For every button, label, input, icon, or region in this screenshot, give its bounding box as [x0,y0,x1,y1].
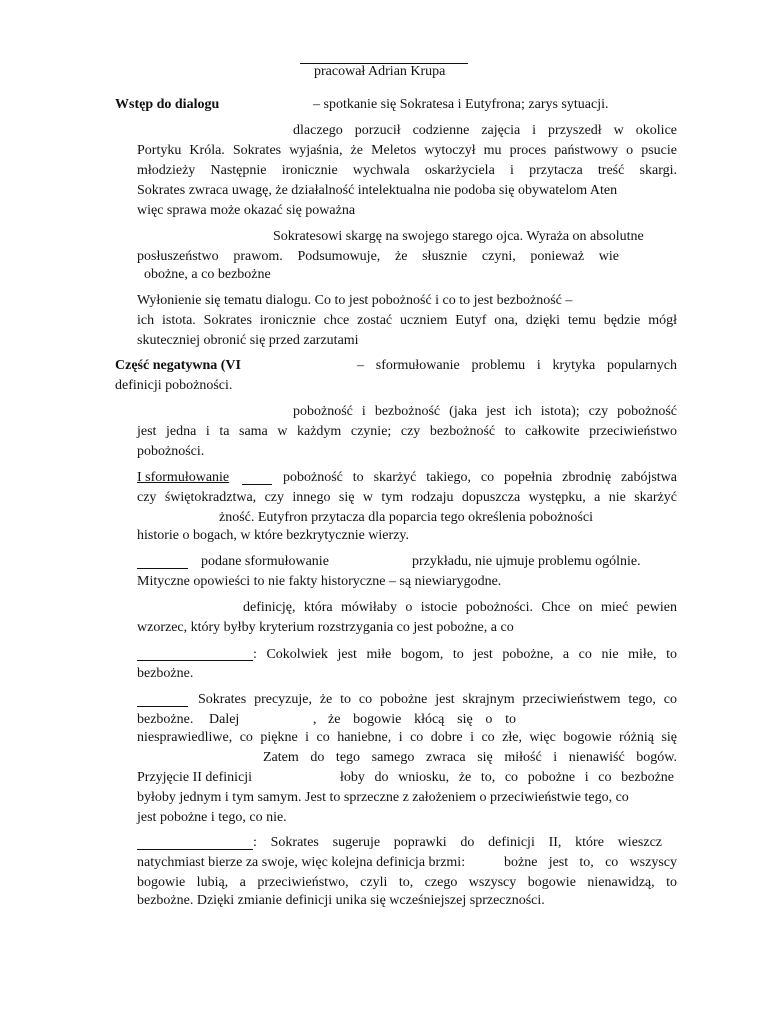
text-line: bożne jest to, co wszyscy [504,855,677,870]
author-line: pracował Adrian Krupa [314,64,446,79]
text-line: że bogowie kłócą się o to [328,712,516,727]
text-line: Wyłonienie się tematu dialogu. Co to jest pobożność i co to jest bezbożność – [137,293,573,308]
text-line: przykładu, nie ujmuje problemu ogólnie. [412,554,641,569]
definition-1-label: I sformułowanie [137,470,230,485]
text-line: bezbożne. [137,712,194,727]
text-line: , [313,712,317,727]
blank-line [242,484,272,485]
text-line: Mityczne opowieści to nie fakty historyczne – są niewiarygodne. [137,574,502,589]
text-line: czy świętokradztwa, czy innego się w tym rodzaju dopuszcza występku, a nie skarżyć [137,490,677,505]
text-line: Sokrates zwraca uwagę, że działalność intelektualna nie podoba się obywatelom Aten [137,183,618,198]
text-line: niesprawiedliwe, co piękne i co haniebne, i co dobre i co złe, więc bogowie różnią się [137,730,677,745]
text-line: posłuszeństwo prawom. Podsumowuje, że słusznie czyni, ponieważ wie [137,249,619,264]
section-heading-negative-desc: – sformułowanie problemu i krytyka popularnych [357,358,677,373]
section-heading-intro-desc: – spotkanie się Sokratesa i Eutyfrona; zarys sytuacji. [313,97,609,112]
text-line: bezbożne. Dzięki zmianie definicji unika się wcześniejszej sprzeczności. [137,893,545,908]
text-line: Sokrates precyzuje, że to co pobożne jest skrajnym przeciwieństwem tego, co [198,692,677,707]
text-line: pobożność to skarżyć takiego, co popełnia zbrodnię zabójstwa [283,470,677,485]
text-line: bogowie lubią, a przeciwieństwo, czyli to, czego wszyscy bogowie nienawidzą, to [137,875,677,890]
text-line: Portyku Króla. Sokrates wyjaśnia, że Meletos wytoczył mu proces państwowy o psucie [137,143,677,158]
text-line: jest jedna i ta sama w każdym czynie; czy bezbożność to całkowite przeciwieństwo [137,424,677,439]
section-heading-negative-line2: definicji pobożności. [115,378,233,393]
section-heading-intro: Wstęp do dialogu [115,97,220,112]
blank-line [137,706,188,707]
text-line: podane sformułowanie [201,554,329,569]
text-line: Sokratesowi skargę na swojego starego ojca. Wyraża on absolutne [273,229,644,244]
text-line: żność. Eutyfron przytacza dla poparcia tego określenia pobożności [219,510,593,525]
text-line: więc sprawa może okazać się poważna [137,203,356,218]
blank-line [137,849,253,850]
text-line: Zatem do tego samego zwraca się miłość i nienawiść bogów. [263,750,677,765]
text-line: młodzieży Następnie ironicznie wychwala oskarżyciela i przytacza treść skargi. [137,163,677,178]
text-line: : Cokolwiek jest miłe bogom, to jest pobożne, a co nie miłe, to [253,647,677,662]
text-line: obożne, a co bezbożne [144,267,271,282]
text-line: łoby do wniosku, że to, co pobożne i co bezbożne [340,770,674,785]
text-line: pobożności. [137,444,205,459]
text-line: historie o bogach, w które bezkrytycznie wierzy. [137,528,409,543]
text-line: ich istota. Sokrates ironicznie chce zostać uczniem Eutyf ona, dzięki temu będzie mógł [137,313,677,328]
text-line: definicję, która mówiłaby o istocie pobożności. Chce on mieć pewien [243,600,677,615]
text-line: byłoby jednym i tym samym. Jest to sprzeczne z założeniem o przeciwieństwie tego, co [137,790,629,805]
blank-line [137,660,253,661]
text-line: Dalej [209,712,240,727]
section-heading-negative: Część negatywna (VI [115,358,241,373]
text-line: Przyjęcie II definicji [137,770,253,785]
text-line: jest pobożne i tego, co nie. [137,810,287,825]
text-line: wzorzec, który byłby kryterium rozstrzygania co jest pobożne, a co [137,620,514,635]
text-line: : Sokrates sugeruje poprawki do definicji II, które wieszcz [253,835,662,850]
text-line: bezbożne. [137,666,194,681]
text-line: pobożność i bezbożność (jaka jest ich istota); czy pobożność [293,404,677,419]
text-line: natychmiast bierze za swoje, więc kolejna definicja brzmi: [137,855,466,870]
text-line: skuteczniej obronić się przed zarzutami [137,333,359,348]
blank-line [137,568,188,569]
text-line: dlaczego porzucił codzienne zajęcia i przyszedł w okolice [293,123,677,138]
